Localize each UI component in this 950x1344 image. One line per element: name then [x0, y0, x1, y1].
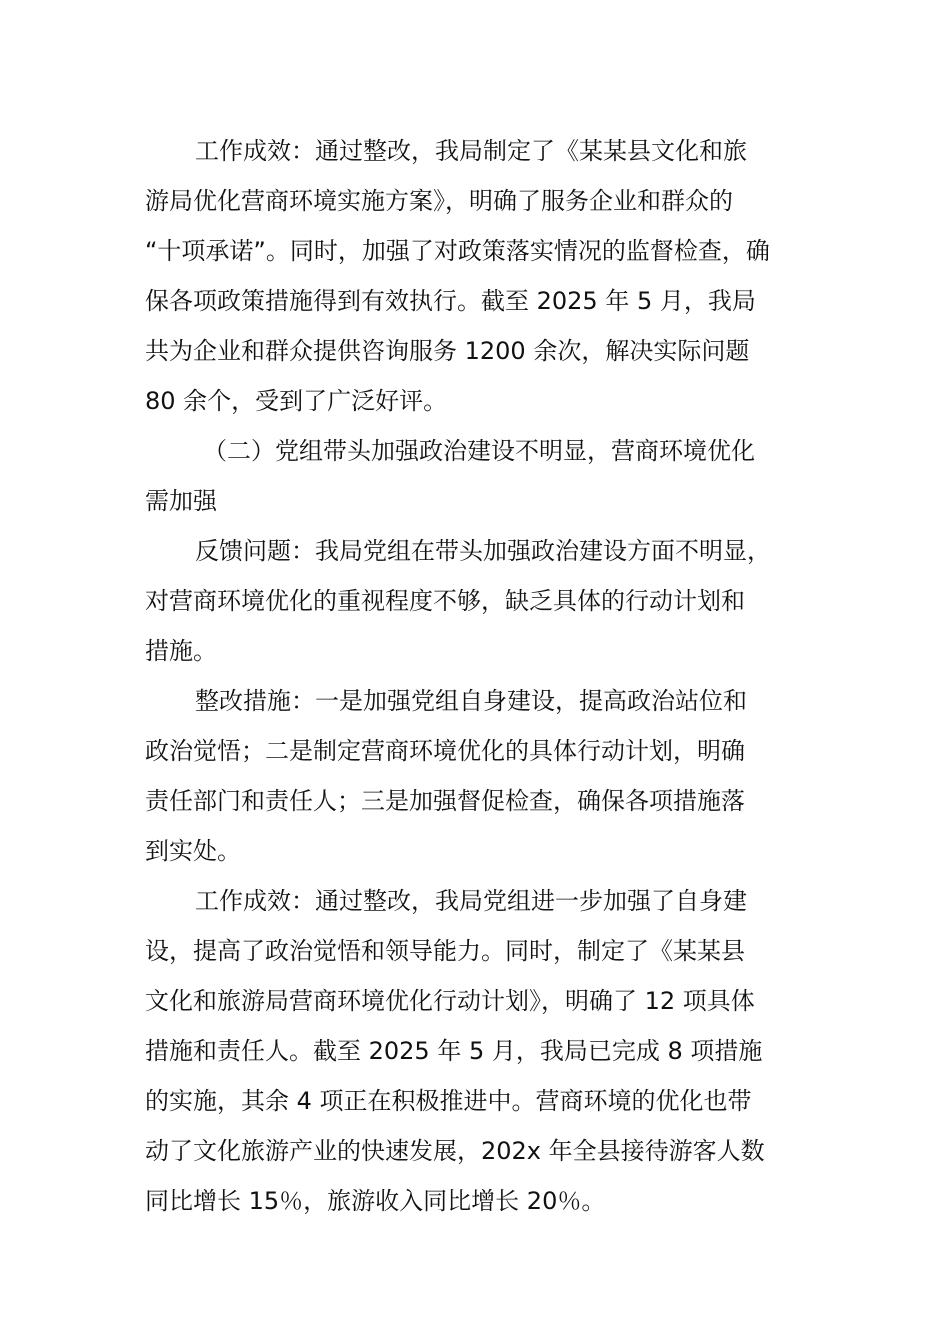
- document-body: [145, 126, 810, 1226]
- body-line: 80 余个，受到了广泛好评。: [145, 387, 448, 415]
- body-line: 责任部门和责任人；三是加强督促检查，确保各项措施落: [145, 787, 745, 815]
- body-line: 工作成效：通过整改，我局党组进一步加强了自身建: [195, 887, 747, 915]
- body-line: 反馈问题：我局党组在带头加强政治建设方面不明显，: [195, 537, 771, 565]
- body-line: 共为企业和群众提供咨询服务 1200 余次，解决实际问题: [145, 337, 750, 365]
- body-line: 动了文化旅游产业的快速发展，202x 年全县接待游客人数: [145, 1137, 765, 1165]
- section-heading-line: （二）党组带头加强政治建设不明显，营商环境优化: [203, 437, 755, 465]
- body-line: 对营商环境优化的重视程度不够，缺乏具体的行动计划和: [145, 587, 745, 615]
- body-line: 同比增长 15％，旅游收入同比增长 20％。: [145, 1187, 606, 1215]
- body-line: 设，提高了政治觉悟和领导能力。同时，制定了《某某县: [145, 937, 745, 965]
- body-line: 整改措施：一是加强党组自身建设，提高政治站位和: [195, 687, 747, 715]
- body-line: 到实处。: [145, 837, 241, 865]
- body-line: 保各项政策措施得到有效执行。截至 2025 年 5 月，我局: [145, 287, 756, 315]
- body-line: 游局优化营商环境实施方案》，明确了服务企业和群众的: [145, 187, 733, 215]
- body-line: “十项承诺”。同时，加强了对政策落实情况的监督检查，确: [145, 237, 770, 265]
- body-line: 措施。: [145, 637, 217, 665]
- body-line: 措施和责任人。截至 2025 年 5 月，我局已完成 8 项措施: [145, 1037, 763, 1065]
- body-line: 政治觉悟；二是制定营商环境优化的具体行动计划，明确: [145, 737, 745, 765]
- body-line: 文化和旅游局营商环境优化行动计划》，明确了 12 项具体: [145, 987, 755, 1015]
- body-line: 工作成效：通过整改，我局制定了《某某县文化和旅: [195, 137, 747, 165]
- section-heading-line: 需加强: [145, 487, 217, 515]
- body-line: 的实施，其余 4 项正在积极推进中。营商环境的优化也带: [145, 1087, 752, 1115]
